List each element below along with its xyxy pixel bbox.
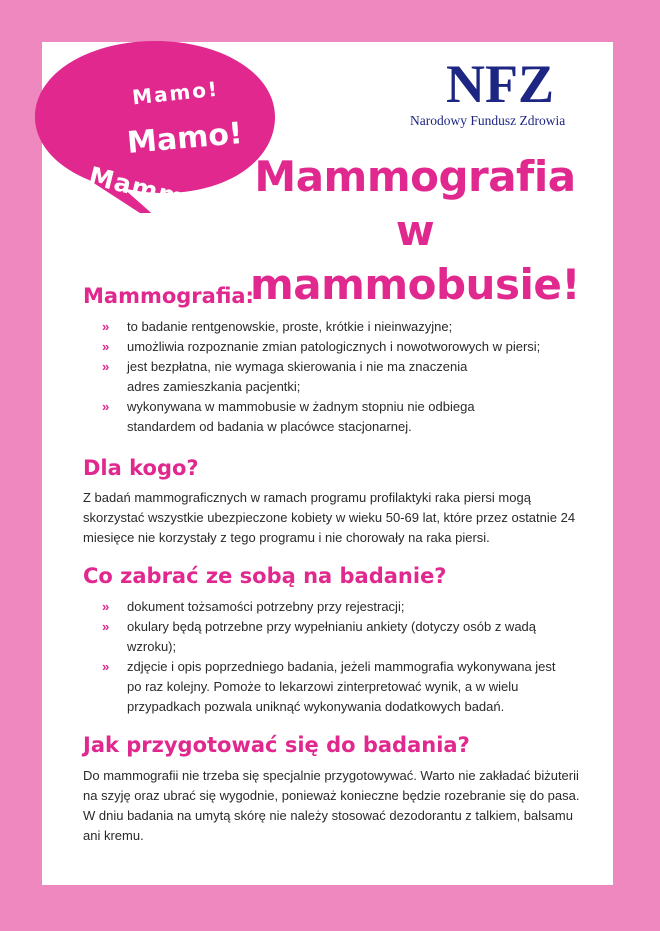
list-item: » to badanie rentgenowskie, proste, krótkie i nieinwazyjne; xyxy=(102,317,582,337)
section-heading-mammografia: Mammografia: xyxy=(83,284,254,308)
list-item: » umożliwia rozpoznanie zmian patologicznych i nowotworowych w piersi; xyxy=(102,337,582,357)
page-title-line-2: w mammobusie! xyxy=(250,206,580,309)
bubble-line-2: Mamo! xyxy=(125,116,244,161)
section-heading-dla-kogo: Dla kogo? xyxy=(83,456,199,480)
page-title-line-1: Mammografia xyxy=(254,152,576,201)
section-heading-co-zabrac: Co zabrać ze sobą na badanie? xyxy=(83,564,447,588)
list-item: » jest bezpłatna, nie wymaga skierowania i nie ma znaczenia adres zamieszkania pacjentki; xyxy=(102,359,468,394)
nfz-logo xyxy=(410,54,605,129)
nfz-logo-subtitle: Narodowy Fundusz Zdrowia xyxy=(410,113,566,128)
bubble-line-1: Mamo! xyxy=(130,76,221,110)
co-zabrac-list xyxy=(102,597,572,717)
page-title xyxy=(230,150,600,312)
bullet-icon: » xyxy=(102,359,110,374)
bullet-icon: » xyxy=(102,599,110,614)
bubble-line-3: Mammobus! xyxy=(85,161,270,234)
list-item: » okulary będą potrzebne przy wypełnianiu ankiety (dotyczy osób z wadą wzroku); xyxy=(102,619,537,654)
dla-kogo-text: Z badań mammograficznych w ramach programu profilaktyki raka piersi mogą skorzystać wszystkie ubezpieczone kobiety w wieku 50-69 lat, które przez ostatnie 24 miesięce nie korzystały z tego programu i nie chorowały na raka piersi. xyxy=(83,490,576,545)
bullet-icon: » xyxy=(102,619,110,634)
bullet-icon: » xyxy=(102,399,110,414)
mammografia-list xyxy=(102,317,582,437)
list-item: » wykonywana w mammobusie w żadnym stopniu nie odbiega standardem od badania w placówce stacjonarnej. xyxy=(102,399,475,434)
jak-przygotowac-text: Do mammografii nie trzeba się specjalnie przygotowywać. Warto nie zakładać biżuterii na szyję oraz ubrać się wygodnie, ponieważ konieczne będzie rozebranie się do pasa. W dniu badania na umytą skórę nie należy stosować dezodorantu z talkiem, balsamu ani kremu. xyxy=(83,768,580,843)
list-item: » zdjęcie i opis poprzedniego badania, jeżeli mammografia wykonywana jest po raz kolejny. Pomoże to lekarzowi zinterpretować wynik, a w wielu przypadkach pozwala uniknąć wykonywania dodatkowych badań. xyxy=(102,659,556,714)
bullet-icon: » xyxy=(102,339,110,354)
section-heading-jak-przygotowac: Jak przygotować się do badania? xyxy=(83,733,470,757)
nfz-logo-mark: NFZ xyxy=(446,54,554,114)
bullet-icon: » xyxy=(102,319,110,334)
list-item: » dokument tożsamości potrzebny przy rejestracji; xyxy=(102,597,572,617)
bullet-icon: » xyxy=(102,659,110,674)
